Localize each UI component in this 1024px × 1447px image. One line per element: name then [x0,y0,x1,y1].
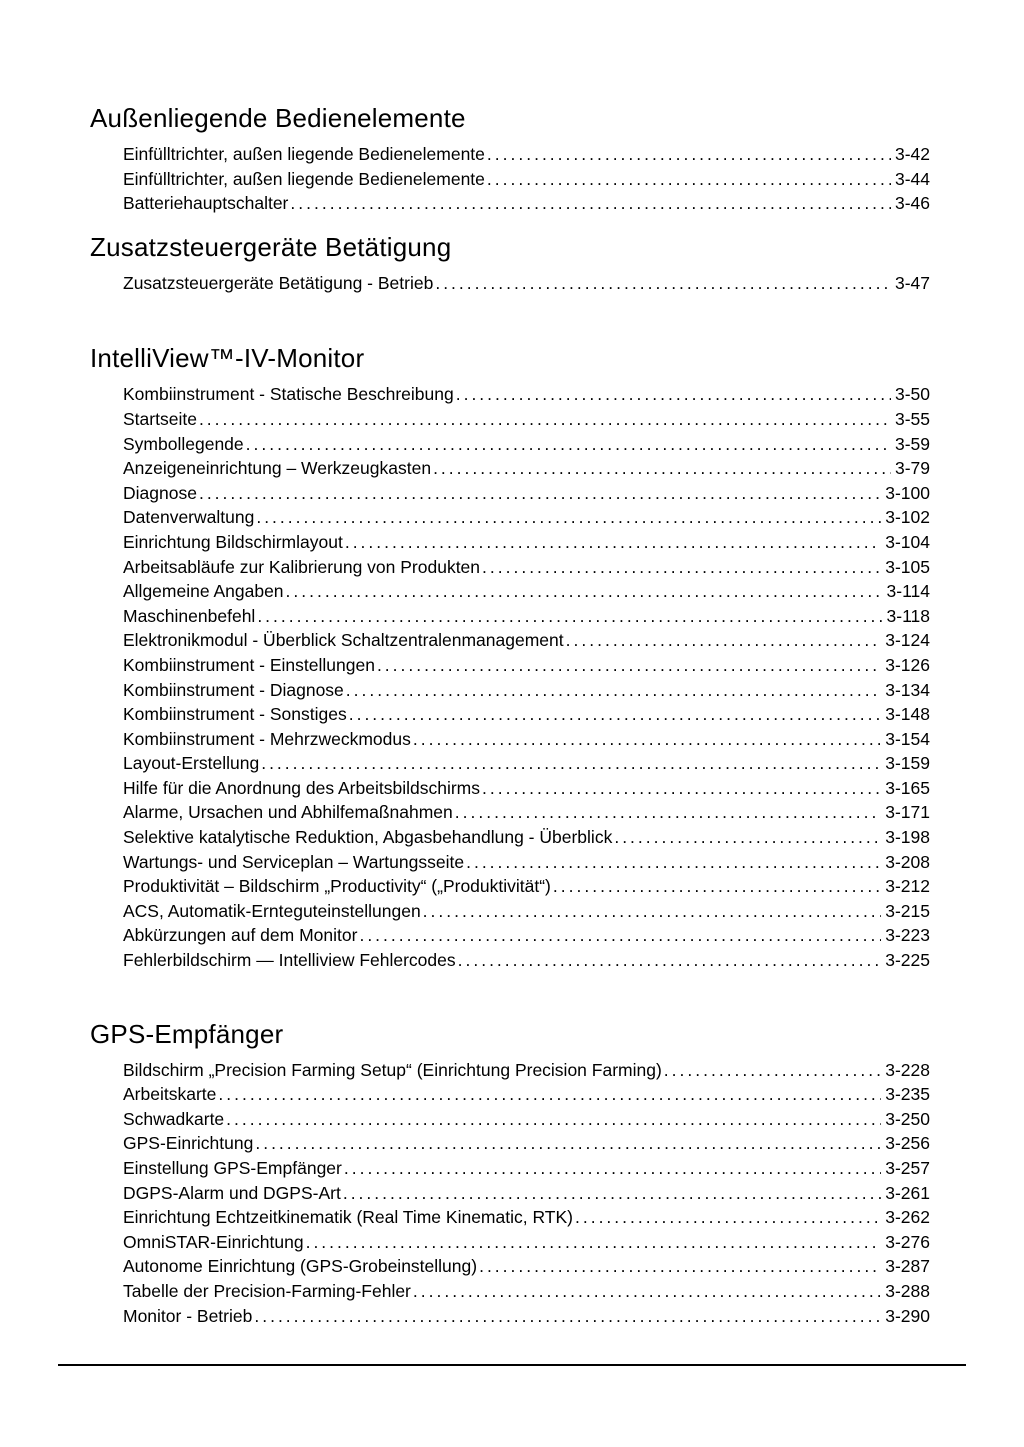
toc-entry-title: ACS, Automatik-Ernteguteinstellungen [123,900,421,921]
toc-dot-leader [553,874,881,899]
toc-dot-leader [487,142,891,167]
toc-section [90,232,930,296]
toc-entry [123,456,930,481]
toc-dot-leader [255,1131,881,1156]
toc-page-number: 3-235 [885,1084,930,1105]
toc-dot-leader [226,1107,881,1132]
toc-entry-title: Diagnose [123,482,197,503]
toc-entry [123,1107,930,1132]
footer-rule [58,1364,966,1366]
toc-entry [123,407,930,432]
toc-dot-leader [345,530,881,555]
toc-page-number: 3-261 [885,1182,930,1203]
section-heading: IntelliView™-IV-Monitor [90,343,365,374]
toc-entry-title: Kombiinstrument - Statische Beschreibung [123,384,454,405]
toc-dot-leader [306,1230,882,1255]
toc-entry [123,432,930,457]
toc-dot-leader [290,191,891,216]
toc-dot-leader [614,825,881,850]
toc-entry-title: Kombiinstrument - Mehrzweckmodus [123,728,411,749]
toc-dot-leader [479,1254,881,1279]
toc-entry-title: GPS-Einrichtung [123,1133,254,1154]
toc-entry-title: Arbeitskarte [123,1084,217,1105]
toc-page-number: 3-208 [885,851,930,872]
toc-entry-title: Einstellung GPS-Empfänger [123,1158,342,1178]
toc-entry [123,1304,930,1329]
toc-page-number: 3-250 [885,1108,930,1129]
toc-entry [123,1279,930,1304]
toc-dot-leader [346,678,881,703]
toc-entry-title: Einrichtung Bildschirmlayout [123,531,343,552]
toc-entry-title: Einfülltrichter, außen liegende Bedienelemente [123,144,485,164]
toc-entry [123,702,930,727]
toc-entry [123,167,930,192]
toc-entry [123,604,930,629]
toc-page-number: 3-198 [885,827,930,848]
toc-section [90,103,930,216]
toc-dot-leader [413,1279,881,1304]
section-heading: GPS-Empfänger [90,1018,284,1049]
toc-entry-title: Schwadkarte [123,1108,225,1129]
toc-entry-title: Datenverwaltung [123,507,255,528]
toc-entry [123,628,930,653]
toc-entry-title: Alarme, Ursachen und Abhilfemaßnahmen [123,802,453,823]
toc-entry-title: Kombiinstrument - Sonstiges [123,704,347,725]
toc-entry-title: Anzeigeneinrichtung – Werkzeugkasten [123,458,432,479]
toc-entry [123,1058,930,1083]
toc-entry [123,555,930,580]
toc-page-number: 3-134 [885,679,930,700]
toc-entry-title: Allgemeine Angaben [123,581,284,602]
toc-dot-leader [254,1304,881,1329]
toc-entry-title: Bildschirm „Precision Farming Setup“ (Einrichtung Precision Farming) [123,1059,662,1080]
toc-page-number: 3-262 [885,1207,930,1228]
table-of-contents [90,103,930,1328]
toc-page-number: 3-100 [885,482,930,503]
toc-dot-leader [413,727,881,752]
toc-page-number: 3-148 [885,704,930,725]
toc-entry [123,481,930,506]
section-heading: Außenliegende Bedienelemente [90,103,466,133]
toc-entry-title: Fehlerbildschirm — Intelliview Fehlercodes [123,950,456,971]
toc-entry-title: Elektronikmodul - Überblick Schaltzentralenmanagement [123,630,564,651]
toc-entry-title: Kombiinstrument - Einstellungen [123,654,375,675]
section-heading: Zusatzsteuergeräte Betätigung [90,231,452,262]
toc-entry-title: Startseite [123,408,197,429]
toc-page-number: 3-102 [885,507,930,528]
toc-entry-title: Maschinenbefehl [123,605,256,626]
toc-page-number: 3-223 [885,925,930,946]
toc-page-number: 3-171 [885,802,930,823]
toc-dot-leader [256,505,881,530]
toc-dot-leader [466,850,881,875]
toc-dot-leader [458,948,882,973]
toc-page-number: 3-154 [885,728,930,749]
toc-page-number: 3-105 [885,556,930,577]
toc-page-number: 3-46 [894,193,930,214]
toc-entry-title: Hilfe für die Anordnung des Arbeitsbildschirms [123,777,480,798]
toc-page-number: 3-55 [894,408,930,429]
toc-page-number: 3-50 [894,384,930,405]
toc-entry-title: Wartungs- und Serviceplan – Wartungsseite [123,851,465,872]
toc-dot-leader [664,1058,881,1083]
toc-entry-title: Abkürzungen auf dem Monitor [123,925,358,946]
toc-page-number: 3-44 [894,168,930,189]
toc-entry [123,579,930,604]
toc-page-number: 3-290 [885,1305,930,1326]
toc-entry [123,948,930,973]
toc-entry-title: Batteriehauptschalter [123,193,289,214]
toc-dot-leader [349,702,882,727]
toc-dot-leader [377,653,881,678]
toc-page-number: 3-256 [885,1133,930,1154]
toc-entry [123,382,930,407]
toc-dot-leader [566,628,882,653]
toc-entry-title: Arbeitsabläufe zur Kalibrierung von Produkten [123,556,481,577]
toc-entry [123,653,930,678]
toc-entry [123,142,930,167]
toc-page-number: 3-114 [886,581,930,602]
toc-page-number: 3-228 [885,1059,930,1080]
toc-entry [123,751,930,776]
toc-entry [123,899,930,924]
toc-page-number: 3-118 [886,605,930,626]
toc-section [90,343,930,972]
toc-entry-title: Selektive katalytische Reduktion, Abgasbehandlung - Überblick [123,827,613,848]
toc-dot-leader [435,271,891,296]
toc-entry-title: Produktivität – Bildschirm „Productivity“ („Produktivität“) [123,876,551,897]
toc-dot-leader [423,899,882,924]
toc-section [90,1019,930,1329]
toc-page-number: 3-287 [885,1256,930,1277]
toc-entry-title: OmniSTAR-Einrichtung [123,1231,304,1252]
toc-entry-title: Kombiinstrument - Diagnose [123,679,344,700]
toc-entry [123,1205,930,1230]
toc-entry-title: Layout-Erstellung [123,753,260,774]
toc-page-number: 3-276 [885,1231,930,1252]
toc-page-number: 3-212 [885,876,930,897]
toc-dot-leader [455,800,881,825]
toc-entry-title: Autonome Einrichtung (GPS-Grobeinstellung) [123,1256,478,1277]
toc-page-number: 3-126 [885,654,930,675]
toc-dot-leader [261,751,881,776]
toc-dot-leader [343,1181,881,1206]
toc-page-number: 3-159 [885,753,930,774]
toc-entry-title: Monitor - Betrieb [123,1305,253,1326]
toc-dot-leader [246,432,891,457]
toc-entry [123,530,930,555]
toc-entry-title: Tabelle der Precision-Farming-Fehler [123,1280,411,1301]
toc-dot-leader [344,1156,881,1181]
toc-entry [123,776,930,801]
toc-entry [123,1131,930,1156]
toc-entry [123,825,930,850]
toc-page-number: 3-215 [885,900,930,921]
toc-entry [123,727,930,752]
toc-page-number: 3-42 [894,144,930,164]
toc-entry-title: Zusatzsteuergeräte Betätigung - Betrieb [123,272,434,293]
toc-entry [123,1156,930,1181]
toc-page-number: 3-59 [894,433,930,454]
toc-dot-leader [199,407,891,432]
toc-entry [123,191,930,216]
toc-dot-leader [199,481,881,506]
toc-page-number: 3-257 [885,1158,930,1178]
toc-entry [123,850,930,875]
toc-dot-leader [359,923,881,948]
toc-entry [123,1254,930,1279]
toc-entry-title: DGPS-Alarm und DGPS-Art [123,1182,341,1203]
toc-entry-title: Symbollegende [123,433,244,454]
toc-page-number: 3-225 [885,950,930,971]
toc-entry [123,1082,930,1107]
toc-page-number: 3-79 [894,458,930,479]
toc-page-number: 3-165 [885,777,930,798]
toc-entry [123,271,930,296]
toc-entry [123,923,930,948]
toc-dot-leader [456,382,891,407]
toc-dot-leader [286,579,883,604]
toc-entry-title: Einfülltrichter, außen liegende Bedienelemente [123,168,485,189]
toc-entry [123,1230,930,1255]
toc-dot-leader [433,456,891,481]
toc-entry [123,505,930,530]
toc-page-number: 3-124 [885,630,930,651]
toc-entry [123,874,930,899]
toc-entry [123,1181,930,1206]
toc-page-number: 3-47 [894,272,930,293]
toc-page-number: 3-104 [885,531,930,552]
toc-entry-title: Einrichtung Echtzeitkinematik (Real Time Kinematic, RTK) [123,1207,573,1228]
toc-dot-leader [482,776,881,801]
toc-entry [123,678,930,703]
toc-entry [123,800,930,825]
toc-dot-leader [482,555,881,580]
toc-dot-leader [575,1205,881,1230]
toc-dot-leader [257,604,882,629]
toc-dot-leader [487,167,891,192]
toc-page-number: 3-288 [885,1280,930,1301]
toc-dot-leader [218,1082,881,1107]
